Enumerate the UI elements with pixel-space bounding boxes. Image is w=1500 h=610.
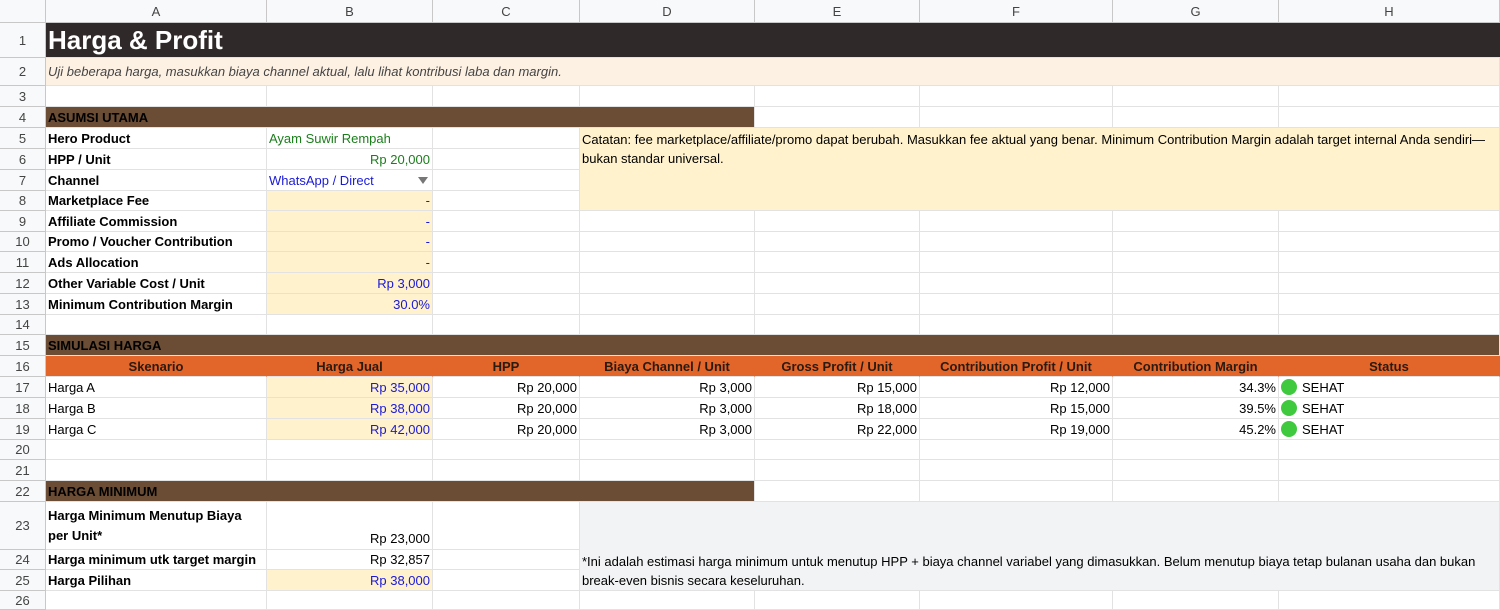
cell[interactable] (1113, 315, 1279, 335)
label-affiliate-commission[interactable]: Affiliate Commission (46, 211, 267, 232)
table-cell-gross-profit[interactable]: Rp 22,000 (755, 419, 920, 440)
cell[interactable] (580, 273, 755, 294)
cell[interactable] (433, 273, 580, 294)
cell[interactable] (267, 86, 433, 107)
row-header-24[interactable]: 24 (0, 550, 46, 570)
input-other-variable-cost[interactable]: Rp 3,000 (267, 273, 433, 294)
row-header-21[interactable]: 21 (0, 460, 46, 481)
cell[interactable] (1279, 460, 1500, 481)
cell[interactable] (46, 86, 267, 107)
row-header-23[interactable]: 23 (0, 502, 46, 550)
cell[interactable] (920, 591, 1113, 610)
cell[interactable] (920, 232, 1113, 252)
cell[interactable] (580, 86, 755, 107)
cell[interactable] (920, 273, 1113, 294)
status-badge: SEHAT (1302, 379, 1345, 395)
cell[interactable] (433, 149, 580, 170)
table-header-contribution-profit[interactable]: Contribution Profit / Unit (920, 356, 1113, 377)
cell[interactable] (580, 211, 755, 232)
label-ads-allocation[interactable]: Ads Allocation (46, 252, 267, 273)
row-header-25[interactable]: 25 (0, 570, 46, 591)
section-header-simulasi[interactable]: SIMULASI HARGA (46, 335, 1500, 356)
page-title[interactable]: Harga & Profit (46, 23, 1500, 58)
cell[interactable] (1113, 440, 1279, 460)
row-header-1[interactable]: 1 (0, 23, 46, 58)
table-header-biaya-channel[interactable]: Biaya Channel / Unit (580, 356, 755, 377)
column-header-h[interactable]: H (1279, 0, 1500, 23)
cell[interactable] (755, 591, 920, 610)
cell[interactable] (433, 294, 580, 315)
table-header-hpp[interactable]: HPP (433, 356, 580, 377)
value-harga-minimum-menutup-biaya[interactable]: Rp 23,000 (267, 502, 433, 550)
input-min-contribution-margin[interactable]: 30.0% (267, 294, 433, 315)
label-marketplace-fee[interactable]: Marketplace Fee (46, 191, 267, 211)
table-cell-status[interactable] (1279, 398, 1500, 419)
table-cell-status[interactable] (1279, 419, 1500, 440)
cell[interactable] (755, 273, 920, 294)
cell[interactable] (267, 460, 433, 481)
channel-dropdown[interactable] (267, 170, 433, 191)
cell[interactable] (920, 86, 1113, 107)
cell[interactable] (46, 460, 267, 481)
cell[interactable] (46, 315, 267, 335)
input-affiliate-commission[interactable]: - (267, 211, 433, 232)
row-header-13[interactable]: 13 (0, 294, 46, 315)
cell[interactable] (1113, 294, 1279, 315)
cell[interactable] (755, 107, 920, 128)
row-header-3[interactable]: 3 (0, 86, 46, 107)
row-header-16[interactable]: 16 (0, 356, 46, 377)
cell[interactable] (920, 315, 1113, 335)
cell[interactable] (1279, 232, 1500, 252)
cell[interactable] (580, 315, 755, 335)
row-header-12[interactable]: 12 (0, 273, 46, 294)
row-header-26[interactable]: 26 (0, 591, 46, 610)
row-header-2[interactable]: 2 (0, 58, 46, 86)
column-header-e[interactable]: E (755, 0, 920, 23)
row-header-20[interactable]: 20 (0, 440, 46, 460)
select-all-corner[interactable] (0, 0, 46, 23)
row-header-11[interactable]: 11 (0, 252, 46, 273)
cell[interactable] (46, 440, 267, 460)
cell[interactable] (755, 460, 920, 481)
label-hpp-unit[interactable]: HPP / Unit (46, 149, 267, 170)
cell[interactable] (920, 440, 1113, 460)
chevron-down-icon[interactable] (418, 177, 428, 184)
cell[interactable] (755, 315, 920, 335)
label-hero-product[interactable]: Hero Product (46, 128, 267, 149)
cell[interactable] (920, 460, 1113, 481)
cell[interactable] (1113, 460, 1279, 481)
cell[interactable] (433, 86, 580, 107)
cell[interactable] (755, 211, 920, 232)
status-badge: SEHAT (1302, 421, 1345, 437)
cell[interactable] (433, 460, 580, 481)
cell[interactable] (755, 86, 920, 107)
cell[interactable] (433, 502, 580, 550)
cell[interactable] (580, 591, 755, 610)
row-header-18[interactable]: 18 (0, 398, 46, 419)
row-header-14[interactable]: 14 (0, 315, 46, 335)
column-header-d[interactable]: D (580, 0, 755, 23)
cell[interactable] (433, 315, 580, 335)
cell[interactable] (580, 252, 755, 273)
cell[interactable] (1279, 294, 1500, 315)
green-circle-icon (1281, 400, 1297, 416)
channel-dropdown-value: WhatsApp / Direct (269, 172, 374, 188)
table-cell-contribution-profit[interactable]: Rp 19,000 (920, 419, 1113, 440)
input-harga-pilihan[interactable]: Rp 38,000 (267, 570, 433, 591)
cell[interactable] (1279, 440, 1500, 460)
cell[interactable] (433, 252, 580, 273)
cell[interactable] (580, 460, 755, 481)
input-marketplace-fee[interactable]: - (267, 191, 433, 211)
cell[interactable] (755, 232, 920, 252)
cell[interactable] (433, 232, 580, 252)
table-cell-gross-profit[interactable]: Rp 18,000 (755, 398, 920, 419)
label-promo-voucher[interactable]: Promo / Voucher Contribution (46, 232, 267, 252)
label-min-contribution-margin[interactable]: Minimum Contribution Margin (46, 294, 267, 315)
table-cell-biaya-channel[interactable]: Rp 3,000 (580, 419, 755, 440)
value-harga-minimum-target-margin[interactable]: Rp 32,857 (267, 550, 433, 570)
cell[interactable] (1113, 591, 1279, 610)
table-cell-harga-jual[interactable]: Rp 35,000 (267, 377, 433, 398)
cell[interactable] (1113, 107, 1279, 128)
value-hpp-unit[interactable]: Rp 20,000 (267, 149, 433, 170)
cell[interactable] (433, 211, 580, 232)
table-cell-skenario[interactable]: Harga C (46, 419, 267, 440)
cell[interactable] (755, 440, 920, 460)
table-cell-skenario[interactable]: Harga B (46, 398, 267, 419)
table-cell-contribution-margin[interactable]: 39.5% (1113, 398, 1279, 419)
row-header-8[interactable]: 8 (0, 191, 46, 211)
label-harga-pilihan[interactable]: Harga Pilihan (46, 570, 267, 591)
cell[interactable] (1113, 273, 1279, 294)
cell[interactable] (1279, 481, 1500, 502)
table-cell-harga-jual[interactable]: Rp 38,000 (267, 398, 433, 419)
cell[interactable] (267, 315, 433, 335)
cell[interactable] (433, 128, 580, 149)
note-harga-minimum[interactable]: *Ini adalah estimasi harga minimum untuk menutup HPP + biaya channel variabel yang dimasukkan. Belum menutup biaya tetap bulanan usaha dan bukan break-even bisnis secara keseluruhan. (580, 502, 1500, 591)
input-promo-voucher[interactable]: - (267, 232, 433, 252)
section-header-asumsi[interactable]: ASUMSI UTAMA (46, 107, 755, 128)
cell[interactable] (755, 481, 920, 502)
cell[interactable] (920, 294, 1113, 315)
column-header-g[interactable]: G (1113, 0, 1279, 23)
page-subtitle[interactable]: Uji beberapa harga, masukkan biaya channel aktual, lalu lihat kontribusi laba dan margin. (46, 58, 1500, 86)
table-header-harga-jual[interactable]: Harga Jual (267, 356, 433, 377)
cell[interactable] (1113, 252, 1279, 273)
column-header-b[interactable]: B (267, 0, 433, 23)
row-header-19[interactable]: 19 (0, 419, 46, 440)
table-header-contribution-margin[interactable]: Contribution Margin (1113, 356, 1279, 377)
cell[interactable] (1279, 211, 1500, 232)
cell[interactable] (433, 440, 580, 460)
table-cell-gross-profit[interactable]: Rp 15,000 (755, 377, 920, 398)
cell[interactable] (580, 294, 755, 315)
cell[interactable] (755, 294, 920, 315)
table-header-gross-profit[interactable]: Gross Profit / Unit (755, 356, 920, 377)
table-cell-hpp[interactable]: Rp 20,000 (433, 377, 580, 398)
table-cell-biaya-channel[interactable]: Rp 3,000 (580, 377, 755, 398)
table-header-skenario[interactable]: Skenario (46, 356, 267, 377)
table-cell-hpp[interactable]: Rp 20,000 (433, 419, 580, 440)
cell[interactable] (920, 252, 1113, 273)
cell[interactable] (433, 550, 580, 570)
status-badge: SEHAT (1302, 400, 1345, 416)
table-cell-contribution-profit[interactable]: Rp 15,000 (920, 398, 1113, 419)
row-header-5[interactable]: 5 (0, 128, 46, 149)
row-header-9[interactable]: 9 (0, 211, 46, 232)
cell[interactable] (1113, 211, 1279, 232)
row-header-6[interactable]: 6 (0, 149, 46, 170)
label-harga-minimum-menutup-biaya[interactable]: Harga Minimum Menutup Biaya per Unit* (46, 502, 267, 550)
row-header-7[interactable]: 7 (0, 170, 46, 191)
cell[interactable] (1113, 86, 1279, 107)
column-header-c[interactable]: C (433, 0, 580, 23)
cell[interactable] (1279, 591, 1500, 610)
cell[interactable] (433, 570, 580, 591)
label-channel[interactable]: Channel (46, 170, 267, 191)
row-header-22[interactable]: 22 (0, 481, 46, 502)
cell[interactable] (1279, 86, 1500, 107)
section-header-harga-minimum[interactable]: HARGA MINIMUM (46, 481, 755, 502)
cell[interactable] (1279, 273, 1500, 294)
cell[interactable] (46, 591, 267, 610)
cell[interactable] (580, 232, 755, 252)
cell[interactable] (920, 107, 1113, 128)
table-cell-contribution-profit[interactable]: Rp 12,000 (920, 377, 1113, 398)
label-other-variable-cost[interactable]: Other Variable Cost / Unit (46, 273, 267, 294)
cell[interactable] (1113, 481, 1279, 502)
row-header-17[interactable]: 17 (0, 377, 46, 398)
green-circle-icon (1281, 379, 1297, 395)
cell[interactable] (433, 170, 580, 191)
row-header-4[interactable]: 4 (0, 107, 46, 128)
table-cell-contribution-margin[interactable]: 34.3% (1113, 377, 1279, 398)
cell[interactable] (267, 440, 433, 460)
value-hero-product[interactable]: Ayam Suwir Rempah (267, 128, 433, 149)
table-cell-contribution-margin[interactable]: 45.2% (1113, 419, 1279, 440)
cell[interactable] (433, 191, 580, 211)
table-cell-hpp[interactable]: Rp 20,000 (433, 398, 580, 419)
cell[interactable] (920, 481, 1113, 502)
green-circle-icon (1281, 421, 1297, 437)
cell[interactable] (1279, 107, 1500, 128)
cell[interactable] (1113, 232, 1279, 252)
table-cell-harga-jual[interactable]: Rp 42,000 (267, 419, 433, 440)
cell[interactable] (920, 211, 1113, 232)
cell[interactable] (580, 440, 755, 460)
cell[interactable] (755, 252, 920, 273)
row-header-10[interactable]: 10 (0, 232, 46, 252)
table-cell-status[interactable] (1279, 377, 1500, 398)
input-ads-allocation[interactable]: - (267, 252, 433, 273)
column-header-f[interactable]: F (920, 0, 1113, 23)
row-header-15[interactable]: 15 (0, 335, 46, 356)
note-catatan[interactable]: Catatan: fee marketplace/affiliate/promo dapat berubah. Masukkan fee aktual yang benar. Minimum Contribution Margin adalah target internal Anda sendiri—bukan standar universal. (580, 128, 1500, 211)
label-harga-minimum-target-margin[interactable]: Harga minimum utk target margin (46, 550, 267, 570)
table-header-status[interactable]: Status (1279, 356, 1500, 377)
table-cell-skenario[interactable]: Harga A (46, 377, 267, 398)
table-cell-biaya-channel[interactable]: Rp 3,000 (580, 398, 755, 419)
cell[interactable] (1279, 315, 1500, 335)
cell[interactable] (1279, 252, 1500, 273)
cell[interactable] (267, 591, 433, 610)
cell[interactable] (433, 591, 580, 610)
column-header-a[interactable]: A (46, 0, 267, 23)
